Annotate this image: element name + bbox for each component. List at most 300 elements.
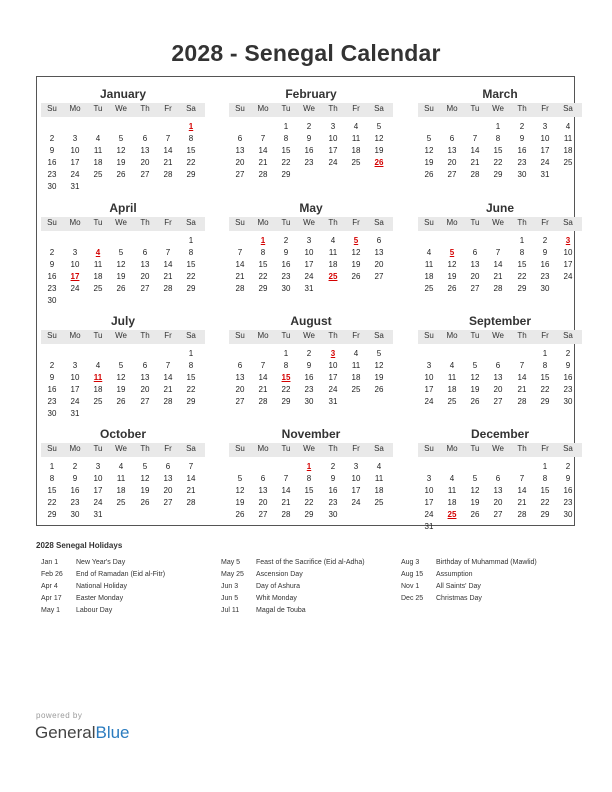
month-december xyxy=(418,420,582,533)
holiday-day-cell: 15 xyxy=(281,373,291,382)
day-cell: 16 xyxy=(517,146,527,155)
weekday-label: Sa xyxy=(374,218,384,227)
day-cell: 18 xyxy=(116,486,126,495)
weekday-label: Th xyxy=(517,444,527,453)
weekday-label: Sa xyxy=(186,218,196,227)
weekday-label: Mo xyxy=(69,218,81,227)
day-cell: 7 xyxy=(237,248,243,257)
day-cell: 8 xyxy=(188,248,194,257)
brand-name-part1: General xyxy=(35,723,96,742)
month-august xyxy=(229,307,393,420)
day-cell: 3 xyxy=(72,134,78,143)
day-cell: 22 xyxy=(47,498,57,507)
day-cell: 27 xyxy=(493,510,503,519)
day-cell: 4 xyxy=(95,361,101,370)
day-cell: 14 xyxy=(163,260,173,269)
weekday-label: Tu xyxy=(281,444,291,453)
day-cell: 1 xyxy=(283,349,289,358)
weekday-label: Su xyxy=(235,218,245,227)
day-cell: 30 xyxy=(517,170,527,179)
day-cell: 4 xyxy=(449,361,455,370)
day-cell: 9 xyxy=(49,146,55,155)
month-september xyxy=(418,307,582,420)
weekday-label: Fr xyxy=(541,218,549,227)
day-cell: 11 xyxy=(93,260,103,269)
day-cell: 18 xyxy=(328,260,338,269)
holiday-date: Jan 1 xyxy=(41,559,59,566)
holiday-name: Assumption xyxy=(436,571,473,578)
weekday-label: Fr xyxy=(541,331,549,340)
day-cell: 31 xyxy=(328,397,338,406)
day-cell: 29 xyxy=(281,170,291,179)
day-cell: 2 xyxy=(565,462,571,471)
holiday-date: Jun 3 xyxy=(221,583,239,590)
weekday-label: We xyxy=(492,104,504,113)
weekday-label: Tu xyxy=(281,104,291,113)
day-cell: 8 xyxy=(260,248,266,257)
day-cell: 26 xyxy=(140,498,150,507)
weekday-label: Sa xyxy=(563,331,573,340)
day-cell: 7 xyxy=(519,361,525,370)
holiday-date: Aug 15 xyxy=(401,571,424,578)
day-cell: 2 xyxy=(542,236,548,245)
day-cell: 17 xyxy=(70,158,80,167)
day-cell: 3 xyxy=(542,122,548,131)
day-cell: 6 xyxy=(237,361,243,370)
weekday-label: Fr xyxy=(352,104,360,113)
day-cell: 24 xyxy=(424,510,434,519)
day-cell: 20 xyxy=(493,385,503,394)
holiday-day-cell: 25 xyxy=(328,272,338,281)
day-cell: 21 xyxy=(235,272,245,281)
weekday-label: Mo xyxy=(69,444,81,453)
day-cell: 28 xyxy=(235,284,245,293)
day-cell: 30 xyxy=(281,284,291,293)
day-cell: 23 xyxy=(281,272,291,281)
weekday-label: We xyxy=(115,444,127,453)
weekday-label: Mo xyxy=(69,104,81,113)
day-cell: 21 xyxy=(258,158,268,167)
day-cell: 21 xyxy=(163,385,173,394)
holiday-day-cell: 17 xyxy=(70,272,80,281)
day-cell: 9 xyxy=(283,248,289,257)
weekday-label: Th xyxy=(517,104,527,113)
day-cell: 29 xyxy=(186,284,196,293)
day-cell: 29 xyxy=(281,397,291,406)
month-name: July xyxy=(110,314,135,328)
day-cell: 20 xyxy=(470,272,480,281)
weekday-label: Mo xyxy=(257,104,269,113)
weekday-label: Th xyxy=(328,218,338,227)
weekday-label: We xyxy=(115,331,127,340)
day-cell: 6 xyxy=(165,462,171,471)
day-cell: 15 xyxy=(517,260,527,269)
day-cell: 8 xyxy=(283,361,289,370)
weekday-label: We xyxy=(303,331,315,340)
day-cell: 20 xyxy=(140,272,150,281)
day-cell: 3 xyxy=(95,462,101,471)
day-cell: 25 xyxy=(447,397,457,406)
day-cell: 2 xyxy=(330,462,336,471)
month-april xyxy=(41,194,205,307)
day-cell: 24 xyxy=(424,397,434,406)
day-cell: 28 xyxy=(493,284,503,293)
day-cell: 11 xyxy=(424,260,434,269)
day-cell: 7 xyxy=(283,474,289,483)
day-cell: 1 xyxy=(188,236,194,245)
day-cell: 9 xyxy=(72,474,78,483)
weekday-label: Th xyxy=(517,218,527,227)
day-cell: 1 xyxy=(542,349,548,358)
day-cell: 6 xyxy=(142,134,148,143)
weekday-label: Th xyxy=(140,104,150,113)
weekday-label: We xyxy=(492,218,504,227)
day-cell: 2 xyxy=(49,248,55,257)
day-cell: 5 xyxy=(118,248,124,257)
weekday-label: We xyxy=(492,444,504,453)
holiday-day-cell: 5 xyxy=(353,236,359,245)
day-cell: 23 xyxy=(304,158,314,167)
weekday-label: Fr xyxy=(541,104,549,113)
weekday-label: Sa xyxy=(374,444,384,453)
day-cell: 1 xyxy=(495,122,501,131)
day-cell: 27 xyxy=(235,170,245,179)
day-cell: 24 xyxy=(351,498,361,507)
day-cell: 15 xyxy=(258,260,268,269)
day-cell: 8 xyxy=(542,361,548,370)
brand-name-part2: Blue xyxy=(95,723,130,742)
weekday-label: We xyxy=(115,104,127,113)
holiday-name: Day of Ashura xyxy=(256,583,300,590)
month-october xyxy=(41,420,205,533)
day-cell: 1 xyxy=(519,236,525,245)
day-cell: 9 xyxy=(565,361,571,370)
weekday-header xyxy=(41,103,205,117)
day-cell: 20 xyxy=(140,158,150,167)
day-cell: 23 xyxy=(47,397,57,406)
day-cell: 4 xyxy=(353,349,359,358)
day-cell: 26 xyxy=(116,170,126,179)
day-cell: 11 xyxy=(351,134,361,143)
day-cell: 20 xyxy=(374,260,384,269)
day-cell: 31 xyxy=(540,170,550,179)
day-cell: 18 xyxy=(447,385,457,394)
weekday-label: Mo xyxy=(446,331,458,340)
day-cell: 6 xyxy=(472,248,478,257)
weekday-label: Su xyxy=(235,444,245,453)
day-cell: 5 xyxy=(472,361,478,370)
day-cell: 17 xyxy=(70,385,80,394)
day-cell: 11 xyxy=(447,486,457,495)
day-cell: 14 xyxy=(258,373,268,382)
day-cell: 4 xyxy=(449,474,455,483)
day-cell: 21 xyxy=(163,272,173,281)
day-cell: 29 xyxy=(540,397,550,406)
day-cell: 22 xyxy=(517,272,527,281)
day-cell: 24 xyxy=(70,170,80,179)
day-cell: 14 xyxy=(470,146,480,155)
day-cell: 25 xyxy=(93,170,103,179)
day-cell: 11 xyxy=(93,146,103,155)
weekday-label: Mo xyxy=(446,218,458,227)
day-cell: 16 xyxy=(563,373,573,382)
day-cell: 13 xyxy=(470,260,480,269)
day-cell: 23 xyxy=(47,284,57,293)
day-cell: 5 xyxy=(142,462,148,471)
holiday-name: Christmas Day xyxy=(436,595,482,602)
holiday-date: Jun 5 xyxy=(221,595,239,602)
holiday-entry xyxy=(41,607,216,619)
day-cell: 19 xyxy=(140,486,150,495)
day-cell: 2 xyxy=(49,134,55,143)
day-cell: 27 xyxy=(235,397,245,406)
day-cell: 6 xyxy=(376,236,382,245)
day-cell: 1 xyxy=(188,349,194,358)
day-cell: 23 xyxy=(563,385,573,394)
day-cell: 26 xyxy=(116,397,126,406)
day-cell: 17 xyxy=(328,146,338,155)
day-cell: 26 xyxy=(116,284,126,293)
weekday-label: We xyxy=(492,331,504,340)
day-cell: 3 xyxy=(426,474,432,483)
day-cell: 12 xyxy=(351,248,361,257)
holiday-date: Apr 4 xyxy=(41,583,58,590)
weekday-label: Tu xyxy=(93,331,103,340)
day-cell: 8 xyxy=(188,361,194,370)
day-cell: 3 xyxy=(353,462,359,471)
day-cell: 2 xyxy=(49,361,55,370)
holiday-name: Feast of the Sacrifice (Eid al-Adha) xyxy=(256,559,365,566)
day-cell: 19 xyxy=(116,385,126,394)
day-cell: 12 xyxy=(374,361,384,370)
day-cell: 23 xyxy=(328,498,338,507)
day-cell: 18 xyxy=(374,486,384,495)
month-name: March xyxy=(482,87,518,101)
month-november xyxy=(229,420,393,533)
day-cell: 8 xyxy=(188,134,194,143)
day-cell: 11 xyxy=(328,248,338,257)
day-cell: 9 xyxy=(306,134,312,143)
day-cell: 26 xyxy=(470,510,480,519)
day-cell: 15 xyxy=(304,486,314,495)
weekday-label: Mo xyxy=(257,444,269,453)
day-cell: 17 xyxy=(93,486,103,495)
month-june xyxy=(418,194,582,307)
day-cell: 25 xyxy=(424,284,434,293)
day-cell: 16 xyxy=(304,146,314,155)
day-cell: 6 xyxy=(237,134,243,143)
holiday-date: Jul 11 xyxy=(221,607,240,614)
day-cell: 10 xyxy=(540,134,550,143)
day-cell: 12 xyxy=(374,134,384,143)
day-cell: 12 xyxy=(116,260,126,269)
day-cell: 2 xyxy=(283,236,289,245)
day-cell: 15 xyxy=(493,146,503,155)
holiday-name: Birthday of Muhammad (Mawlid) xyxy=(436,559,537,566)
day-cell: 21 xyxy=(470,158,480,167)
day-cell: 19 xyxy=(351,260,361,269)
day-cell: 13 xyxy=(163,474,173,483)
day-cell: 12 xyxy=(235,486,245,495)
day-cell: 29 xyxy=(517,284,527,293)
holiday-column xyxy=(401,559,576,607)
day-cell: 21 xyxy=(258,385,268,394)
holiday-name: Labour Day xyxy=(76,607,113,614)
day-cell: 22 xyxy=(304,498,314,507)
weekday-header xyxy=(41,217,205,231)
weekday-label: Mo xyxy=(257,218,269,227)
weekday-label: Tu xyxy=(470,104,480,113)
day-cell: 26 xyxy=(424,170,434,179)
weekday-header xyxy=(418,330,582,344)
month-name: April xyxy=(109,201,137,215)
weekday-header xyxy=(418,443,582,457)
day-cell: 4 xyxy=(565,122,571,131)
day-cell: 2 xyxy=(519,122,525,131)
day-cell: 4 xyxy=(426,248,432,257)
holiday-entry xyxy=(41,559,216,571)
day-cell: 23 xyxy=(47,170,57,179)
day-cell: 15 xyxy=(186,260,196,269)
day-cell: 27 xyxy=(140,397,150,406)
holiday-day-cell: 4 xyxy=(95,248,101,257)
day-cell: 6 xyxy=(495,361,501,370)
day-cell: 28 xyxy=(163,397,173,406)
day-cell: 5 xyxy=(426,134,432,143)
day-cell: 19 xyxy=(235,498,245,507)
day-cell: 8 xyxy=(542,474,548,483)
day-cell: 21 xyxy=(163,158,173,167)
holiday-date: Apr 17 xyxy=(41,595,62,602)
day-cell: 29 xyxy=(186,170,196,179)
month-march xyxy=(418,80,582,193)
day-cell: 8 xyxy=(306,474,312,483)
day-cell: 24 xyxy=(70,397,80,406)
holiday-entry xyxy=(401,571,576,583)
holiday-entry xyxy=(221,595,396,607)
day-cell: 27 xyxy=(374,272,384,281)
holiday-day-cell: 3 xyxy=(330,349,336,358)
day-cell: 5 xyxy=(472,474,478,483)
holiday-day-cell: 1 xyxy=(306,462,312,471)
month-name: August xyxy=(290,314,332,328)
weekday-label: Tu xyxy=(93,444,103,453)
weekday-label: Mo xyxy=(446,104,458,113)
holiday-day-cell: 11 xyxy=(93,373,103,382)
holiday-name: Whit Monday xyxy=(256,595,297,602)
weekday-label: Tu xyxy=(470,444,480,453)
day-cell: 10 xyxy=(424,373,434,382)
day-cell: 16 xyxy=(304,373,314,382)
day-cell: 13 xyxy=(447,146,457,155)
weekday-label: Mo xyxy=(446,444,458,453)
day-cell: 18 xyxy=(447,498,457,507)
day-cell: 22 xyxy=(281,385,291,394)
holiday-column xyxy=(221,559,396,619)
page-title: 2028 - Senegal Calendar xyxy=(171,40,441,66)
day-cell: 10 xyxy=(328,134,338,143)
brand-logo[interactable] xyxy=(35,723,130,743)
powered-by-text: powered by xyxy=(36,711,83,720)
day-cell: 15 xyxy=(540,373,550,382)
day-cell: 2 xyxy=(306,122,312,131)
day-cell: 10 xyxy=(351,474,361,483)
weekday-label: Su xyxy=(47,331,57,340)
weekday-header xyxy=(418,217,582,231)
day-cell: 14 xyxy=(163,146,173,155)
weekday-header xyxy=(229,103,393,117)
holiday-date: Aug 3 xyxy=(401,559,420,566)
weekday-label: Su xyxy=(424,331,434,340)
day-cell: 2 xyxy=(565,349,571,358)
weekday-label: Sa xyxy=(563,104,573,113)
day-cell: 22 xyxy=(540,498,550,507)
day-cell: 12 xyxy=(116,373,126,382)
day-cell: 23 xyxy=(304,385,314,394)
day-cell: 6 xyxy=(142,248,148,257)
day-cell: 3 xyxy=(330,122,336,131)
weekday-label: Th xyxy=(517,331,527,340)
day-cell: 31 xyxy=(93,510,103,519)
day-cell: 24 xyxy=(304,272,314,281)
weekday-label: Fr xyxy=(541,444,549,453)
weekday-label: We xyxy=(303,218,315,227)
day-cell: 24 xyxy=(70,284,80,293)
day-cell: 10 xyxy=(424,486,434,495)
day-cell: 17 xyxy=(424,498,434,507)
day-cell: 22 xyxy=(186,158,196,167)
day-cell: 28 xyxy=(163,284,173,293)
day-cell: 27 xyxy=(493,397,503,406)
day-cell: 20 xyxy=(163,486,173,495)
day-cell: 7 xyxy=(165,248,171,257)
holiday-name: Magal de Touba xyxy=(256,607,306,614)
day-cell: 16 xyxy=(328,486,338,495)
day-cell: 24 xyxy=(540,158,550,167)
day-cell: 9 xyxy=(542,248,548,257)
day-cell: 9 xyxy=(306,361,312,370)
day-cell: 30 xyxy=(540,284,550,293)
day-cell: 25 xyxy=(563,158,573,167)
day-cell: 15 xyxy=(186,146,196,155)
holiday-entry xyxy=(221,571,396,583)
day-cell: 23 xyxy=(540,272,550,281)
day-cell: 11 xyxy=(374,474,384,483)
holiday-day-cell: 5 xyxy=(449,248,455,257)
day-cell: 9 xyxy=(49,373,55,382)
day-cell: 25 xyxy=(93,284,103,293)
day-cell: 8 xyxy=(49,474,55,483)
weekday-label: Fr xyxy=(164,444,172,453)
day-cell: 7 xyxy=(260,134,266,143)
weekday-label: Su xyxy=(235,104,245,113)
weekday-label: Th xyxy=(328,331,338,340)
holiday-entry xyxy=(41,571,216,583)
day-cell: 13 xyxy=(140,260,150,269)
day-cell: 20 xyxy=(258,498,268,507)
day-cell: 14 xyxy=(235,260,245,269)
day-cell: 25 xyxy=(374,498,384,507)
day-cell: 25 xyxy=(93,397,103,406)
day-cell: 28 xyxy=(470,170,480,179)
weekday-label: Tu xyxy=(470,218,480,227)
weekday-label: Sa xyxy=(374,104,384,113)
day-cell: 4 xyxy=(353,122,359,131)
weekday-label: Su xyxy=(424,104,434,113)
day-cell: 3 xyxy=(72,248,78,257)
day-cell: 16 xyxy=(281,260,291,269)
month-name: May xyxy=(299,201,323,215)
